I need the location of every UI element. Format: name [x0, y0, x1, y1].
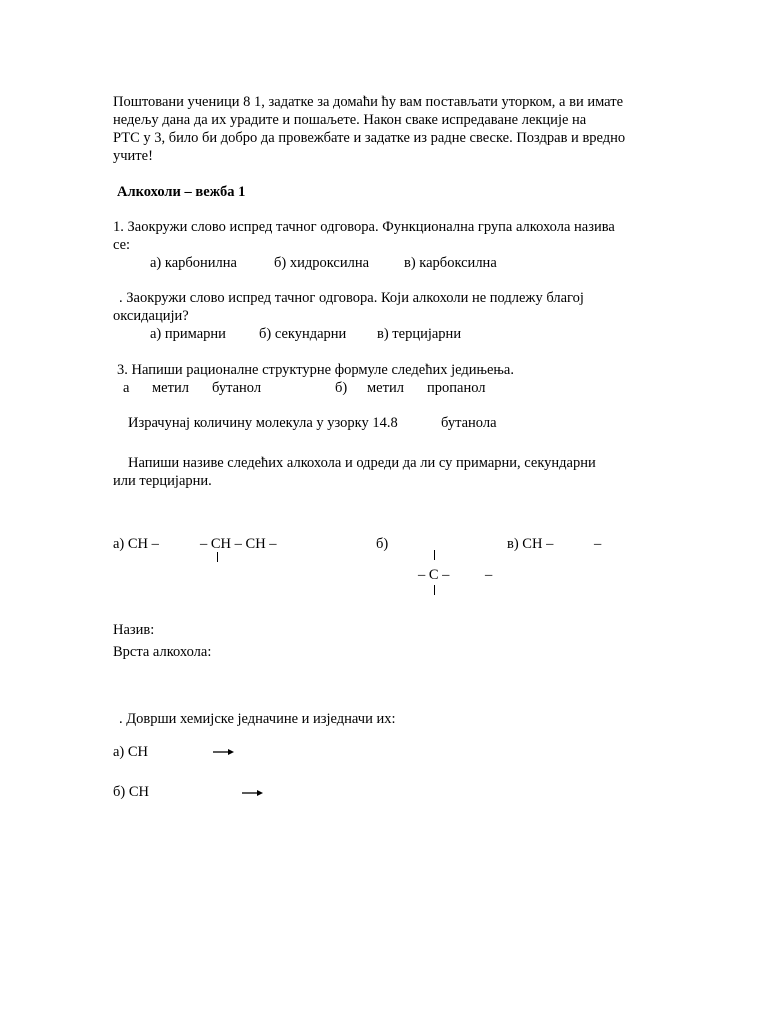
- formula-a-part1: а) CH –: [113, 536, 159, 552]
- q1-text-line-1: 1. Заокружи слово испред тачног одговора. Функционална група алкохола назива: [113, 219, 615, 235]
- reaction-arrow-icon: [242, 788, 264, 798]
- q4-unit-text: бутанола: [441, 415, 497, 431]
- formula-c-part2: –: [594, 536, 602, 552]
- q6-text: . Доврши хемијске једначине и изједначи их:: [119, 711, 396, 727]
- alcohol-type-label: Врста алкохола:: [113, 644, 212, 660]
- intro-line-3: РТС у 3, било би добро да провежбате и задатке из радне свеске. Поздрав и вредно: [113, 130, 626, 146]
- formula-b-bond-down: [434, 585, 435, 595]
- q2-option-b: б) секундарни: [259, 326, 347, 342]
- intro-line-2: недељу дана да их урадите и пошаљете. Након сваке испредаване лекције на: [113, 112, 587, 128]
- exercise-title: Алкохоли – вежба 1: [117, 184, 246, 200]
- q1-text-line-2: се:: [113, 237, 131, 253]
- q3-text: 3. Напиши рационалне структурне формуле следећих једињења.: [117, 362, 514, 378]
- intro-line-1: Поштовани ученици 8 1, задатке за домаћи ћу вам постављати уторком, а ви имате: [113, 94, 624, 110]
- name-label: Назив:: [113, 622, 155, 638]
- formula-a-bond-down: [217, 552, 218, 562]
- q4-text: Израчунај количину молекула у узорку 14.8: [128, 415, 398, 431]
- q3-a-label: а: [123, 380, 130, 396]
- q5-text-line-2: или терцијарни.: [113, 473, 212, 489]
- q5-text-line-1: Напиши називе следећих алкохола и одреди да ли су примарни, секундарни: [128, 455, 596, 471]
- formula-b-center: – C –: [418, 567, 450, 583]
- q3-b-part2: пропанол: [427, 380, 486, 396]
- equation-a: а) CH: [113, 744, 149, 760]
- q3-a-part1: метил: [152, 380, 189, 396]
- formula-c-part1: в) CH –: [507, 536, 554, 552]
- formula-a-part2: – CH – CH –: [200, 536, 277, 552]
- formula-b-label: б): [376, 536, 389, 552]
- q2-option-a: а) примарни: [150, 326, 226, 342]
- reaction-arrow-icon: [213, 747, 235, 757]
- q2-text-line-2: оксидацији?: [113, 308, 189, 324]
- q3-b-label: б): [335, 380, 348, 396]
- q2-option-c: в) терцијарни: [377, 326, 462, 342]
- equation-b: б) CH: [113, 784, 149, 800]
- formula-b-bond-up: [434, 550, 435, 560]
- q1-option-b: б) хидроксилна: [274, 255, 370, 271]
- intro-line-4: учите!: [113, 148, 153, 164]
- q3-b-part1: метил: [367, 380, 404, 396]
- formula-b-right: –: [485, 567, 493, 583]
- q1-option-a: а) карбонилна: [150, 255, 237, 271]
- q1-option-c: в) карбоксилна: [404, 255, 497, 271]
- q2-text-line-1: . Заокружи слово испред тачног одговора. Који алкохоли не подлежу благој: [119, 290, 584, 306]
- q3-a-part2: бутанол: [212, 380, 262, 396]
